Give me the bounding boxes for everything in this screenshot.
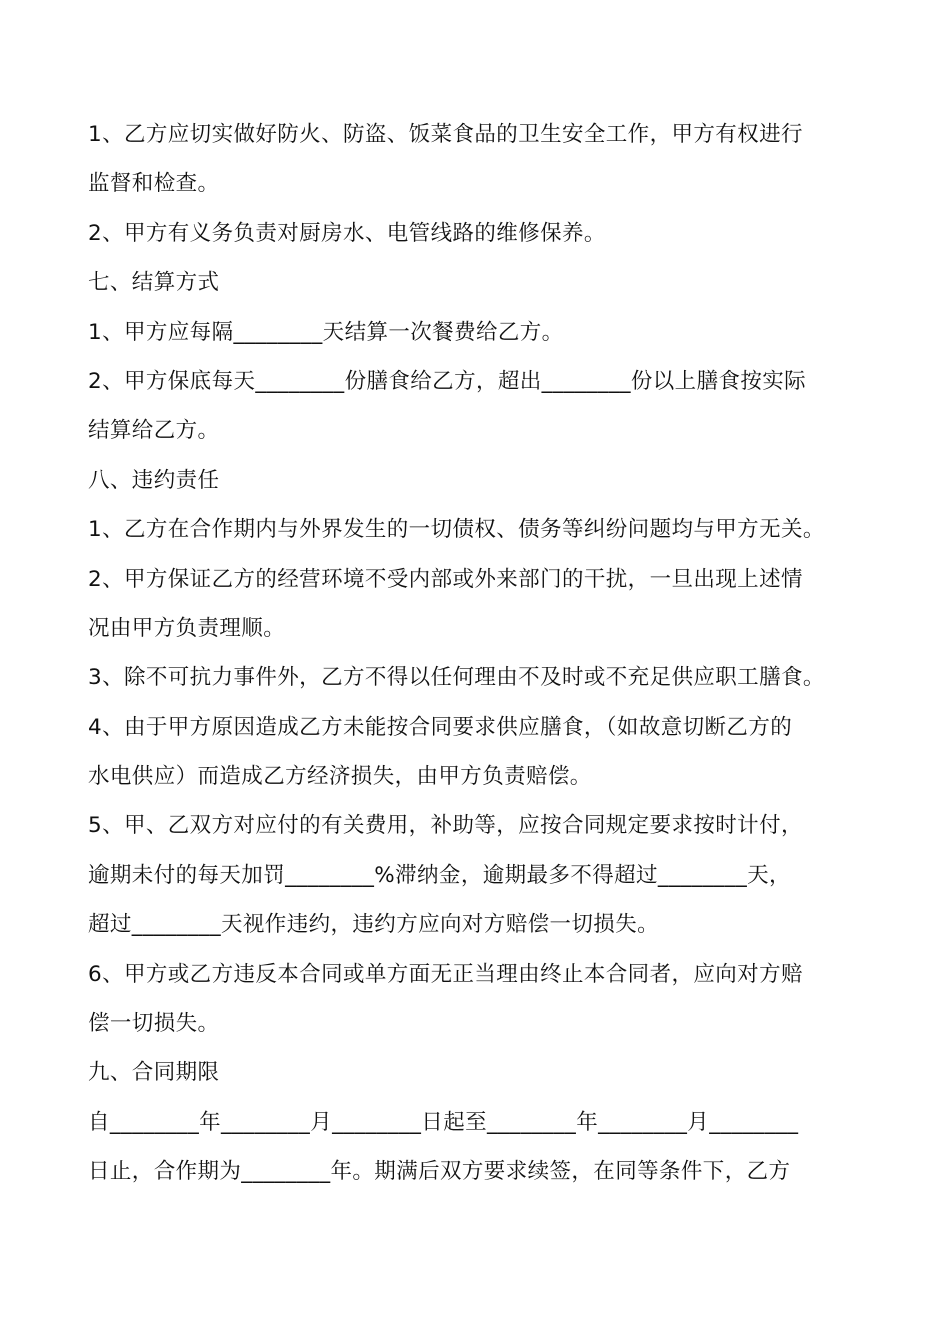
section-heading: 九、合同期限	[88, 1060, 220, 1086]
clause-text: 1、甲方应每隔________天结算一次餐费给乙方。	[88, 319, 564, 345]
clause-text: 况由甲方负责理顺。	[88, 615, 286, 641]
clause-text: 4、由于甲方原因造成乙方未能按合同要求供应膳食，（如故意切断乙方的	[88, 714, 793, 740]
clause-text: 1、乙方应切实做好防火、防盗、饭菜食品的卫生安全工作，甲方有权进行	[88, 122, 803, 147]
clause-text: 水电供应）而造成乙方经济损失，由甲方负责赔偿。	[88, 764, 592, 790]
clause-text: 5、甲、乙双方对应付的有关费用，补助等，应按合同规定要求按时计付，	[88, 813, 803, 839]
section-heading: 七、结算方式	[88, 270, 220, 296]
clause-text: 偿一切损失。	[88, 1011, 220, 1037]
clause-text: 2、甲方保底每天________份膳食给乙方，超出________份以上膳食按实际	[88, 368, 807, 394]
clause-text: 日止，合作期为________年。期满后双方要求续签，在同等条件下，乙方	[88, 1159, 791, 1185]
clause-text: 2、甲方有义务负责对厨房水、电管线路的维修保养。	[88, 220, 606, 246]
clause-text: 监督和检查。	[88, 171, 220, 197]
clause-text: 结算给乙方。	[88, 418, 220, 444]
clause-text: 3、除不可抗力事件外，乙方不得以任何理由不及时或不充足供应职工膳食。	[88, 665, 825, 691]
clause-text: 2、甲方保证乙方的经营环境不受内部或外来部门的干扰，一旦出现上述情	[88, 566, 803, 592]
clause-text: 1、乙方在合作期内与外界发生的一切债权、债务等纠纷问题均与甲方无关。	[88, 517, 825, 543]
clause-text: 自________年________月________日起至________年________月________	[88, 1109, 799, 1135]
clause-text: 6、甲方或乙方违反本合同或单方面无正当理由终止本合同者，应向对方赔	[88, 961, 803, 987]
clause-text: 逾期未付的每天加罚________%滞纳金，逾期最多不得超过________天，	[88, 862, 791, 888]
section-heading: 八、违约责任	[88, 467, 220, 493]
contract-page	[88, 110, 888, 1197]
clause-text: 超过________天视作违约，违约方应向对方赔偿一切损失。	[88, 912, 660, 938]
